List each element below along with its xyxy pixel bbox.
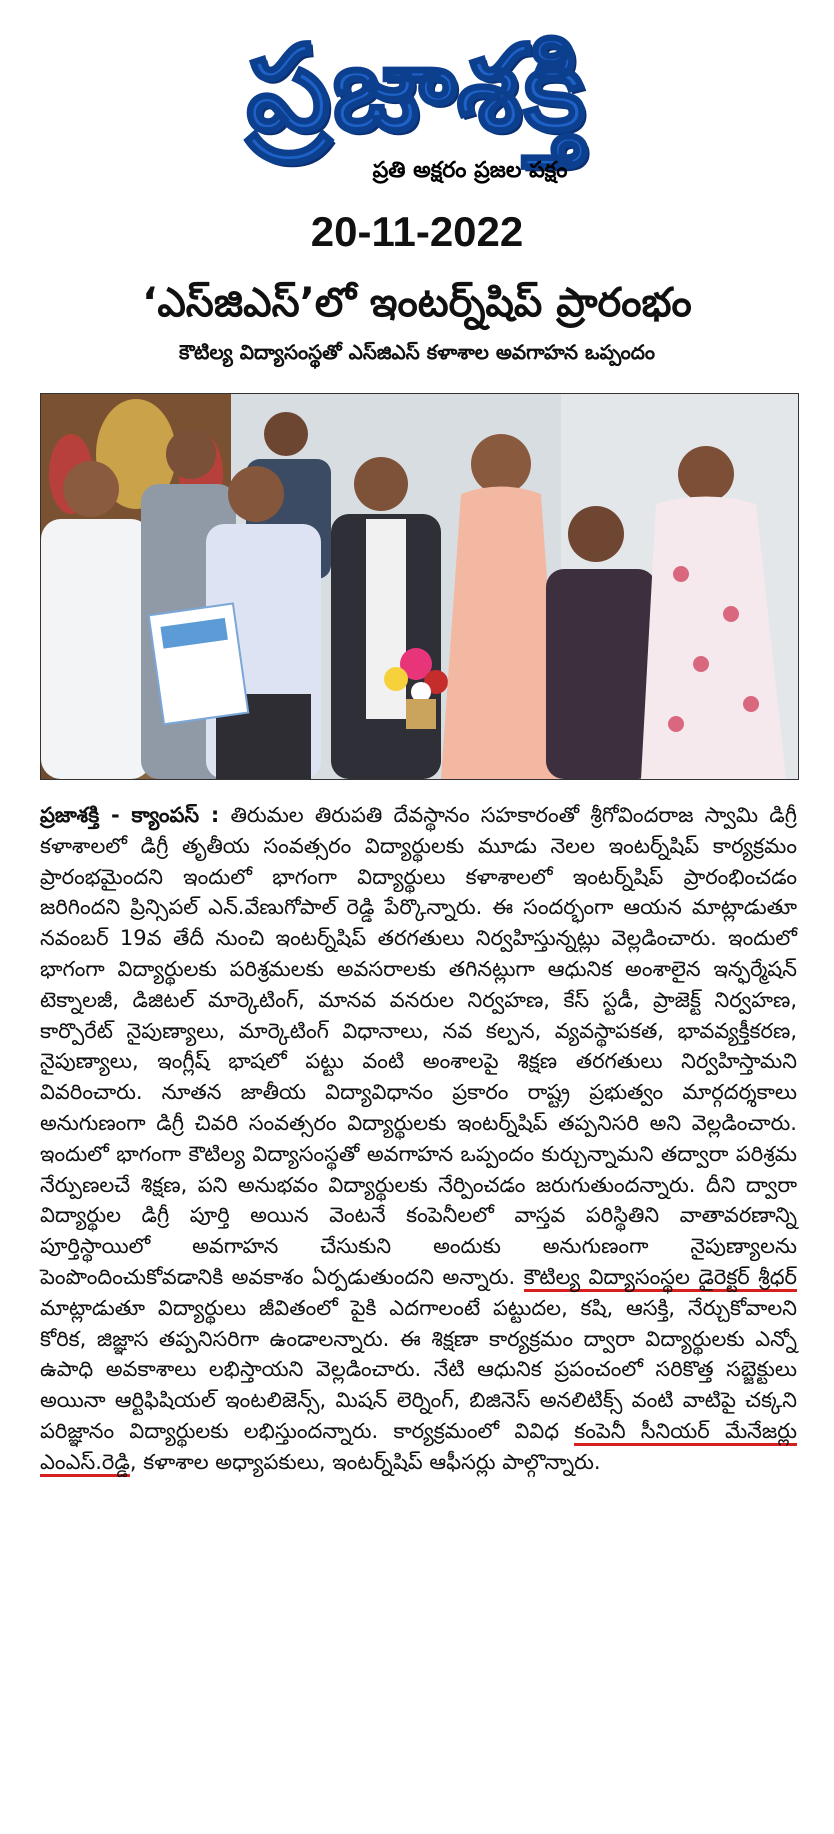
- article-dateline: ప్రజాశక్తి - క్యాంపస్ :: [40, 803, 220, 827]
- masthead-logo: ప్రజాశక్తి: [246, 19, 588, 157]
- article-body: [40, 800, 797, 1478]
- highlighted-phrase-manager: కంపెనీ సీనియర్ మేనేజర్లు ఎంఎస్.రెడ్డి: [40, 1419, 797, 1477]
- article-body-part-2: మాట్లాడుతూ విద్యార్థులు జీవితంలో పైకి ఎదగాలంటే పట్టుదల, కషి, ఆసక్తి, నేర్చుకోవాలని కోరిక, జిజ్ఞాస తప్పనిసరిగా ఉండాలన్నారు. ఈ శిక్షణా కార్యక్రమం ద్వారా విద్యార్థులకు ఎన్నో ఉపాధి అవకాశాలు లభిస్తాయని వెల్లడించారు. నేటి ఆధునిక ప్రపంచంలో సరికొత్త సబ్జెక్టులు అయినా ఆర్టిఫిషియల్ ఇంటలిజెన్స్, మిషన్ లెర్నింగ్, బిజినెస్ అనలిటిక్స్ వంటి వాటిపై చక్కని పరిజ్ఞానం విద్యార్థులకు లభిస్తుందన్నారు. కార్యక్రమంలో వివిధ: [40, 1295, 797, 1443]
- highlighted-phrase-director: కౌటిల్య విద్యాసంస్థల డైరెక్టర్ శ్రీధర్: [524, 1265, 797, 1292]
- article-body-part-1: తిరుమల తిరుపతి దేవస్థానం సహకారంతో శ్రీగోవిందరాజ స్వామి డిగ్రీ కళాశాలలో డిగ్రీ తృతీయ సంవత్సరం విద్యార్థులకు మూడు నెలల ఇంటర్న్‌షిప్ కార్యక్రమం ప్రారంభమైందని ఇందులో భాగంగా విద్యార్థులు కళాశాలలో ఇంటర్న్‌షిప్ ప్రారంభించడం జరిగిందని ప్రిన్సిపల్ ఎన్.వేణుగోపాల్ రెడ్డి పేర్కొన్నారు. ఈ సందర్భంగా ఆయన మాట్లాడుతూ నవంబర్ 19వ తేదీ నుంచి ఇంటర్న్‌షిప్ తరగతులు నిర్వహిస్తున్నట్లు వెల్లడించారు. ఇందులో భాగంగా విద్యార్థులకు పరిశ్రమలకు అవసరాలకు తగినట్లుగా ఆధునిక అంశాలైన ఇన్ఫర్మేషన్ టెక్నాలజీ, డిజిటల్ మార్కెటింగ్, మానవ వనరుల నిర్వహణ, కేస్ స్టడీ, ప్రాజెక్ట్ నిర్వహణ, కార్పొరేట్ నైపుణ్యాలు, మార్కెటింగ్ విధానాలు, నవ కల్పన, వ్యవస్థాపకత, భావవ్యక్తీకరణ, నైపుణ్యాలు, ఇంగ్లీష్ భాషలో పట్టు వంటి అంశాలపై శిక్షణ తరగతులు నిర్వహిస్తామని వివరించారు. నూతన జాతీయ విద్యావిధానం ప్రకారం రాష్ట్ర ప్రభుత్వం మార్గదర్శకాలు అనుగుణంగా డిగ్రీ చివరి సంవత్సరం విద్యార్థులకు ఇంటర్న్‌షిప్ తప్పనిసరి అని వెల్లడించారు. ఇందులో భాగంగా కౌటిల్య విద్యాసంస్థతో అవగాహన ఒప్పందం కుర్చున్నామని తద్వారా పరిశ్రమ నేర్పుణలచే శిక్షణ, పని అనుభవం విద్యార్థులకు నేర్పించడం జరుగుతుందన్నారు. దీని ద్వారా విద్యార్థుల డిగ్రీ పూర్తి అయిన వెంటనే కంపెనీలలో వాస్తవ పరిస్థితిని వాతావరణాన్ని పూర్తిస్థాయిలో అవగాహన చేసుకుని అందుకు అనుగుణంగా నైపుణ్యాలను పెంపొందించుకోవడానికి అవకాశం ఏర్పడుతుందని అన్నారు.: [40, 803, 797, 1289]
- masthead-tagline: ప్రతి అక్షరం ప్రజల పక్షం: [372, 158, 568, 183]
- article-subheadline: కౌటిల్య విద్యాసంస్థతో ఎస్‌జిఎస్ కళాశాల అవగాహన ఒప్పందం: [179, 340, 655, 364]
- publication-date: 20-11-2022: [310, 208, 524, 255]
- group-photo-illustration: [41, 394, 798, 779]
- article-body-part-3: , కళాశాల అధ్యాపకులు, ఇంటర్న్‌షిప్ ఆఫీసర్లు పాల్గొన్నారు.: [129, 1449, 601, 1474]
- article-photo: [40, 393, 799, 780]
- article-headline: ‘ఎస్‌జిఎస్’లో ఇంటర్న్‌షిప్ ప్రారంభం: [142, 280, 692, 326]
